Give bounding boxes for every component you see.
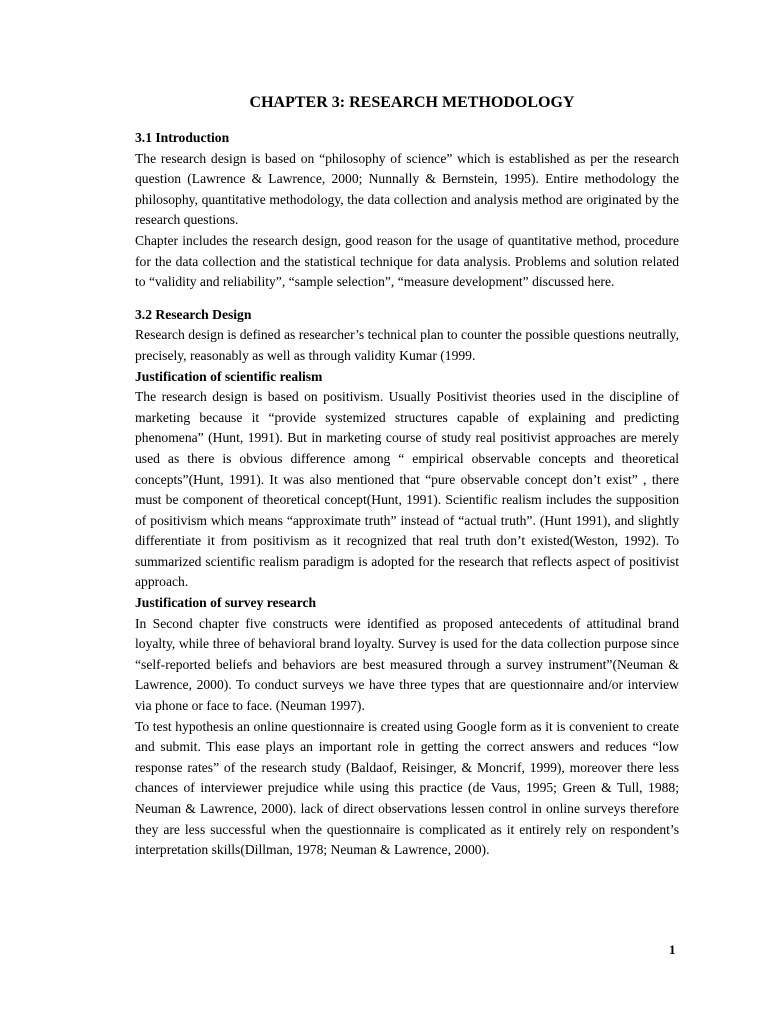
page-number: 1 — [669, 942, 676, 957]
paragraph: The research design is based on positivism. Usually Positivist theories used in the discipline of marketing because it “provide systemized structures capable of explaining and predicting phenomena” (Hunt, 1991). But in marketing course of study real positivist approaches are merely used as there is obvious difference among “ empirical observable concepts and theoretical concepts”(Hunt, 1991). It was also mentioned that “pure observable concept don’t exist” , there must be component of theoretical concept(Hunt, 1991). Scientific realism includes the supposition of positivism which means “approximate truth” instead of “actual truth”. (Hunt 1991), and slightly differentiate it from positivism as it recognized that real truth don’t existed(Weston, 1992). To summarized scientific realism paradigm is adopted for the research that reflects aspect of positivist approach. — [135, 389, 679, 590]
subsection-heading: Justification of survey research — [135, 595, 317, 611]
section-survey-research — [135, 593, 679, 861]
paragraph: To test hypothesis an online questionnaire is created using Google form as it is convenient to create and submit. This ease plays an important role in getting the correct answers and reduces “low response rates” of the research study (Baldaof, Reisinger, & Moncrif, 1999), moreover there less chances of interviewer prejudice while using this practice (de Vaus, 1995; Green & Tull, 1988; Neuman & Lawrence, 2000). lack of direct observations lessen control in online surveys therefore they are less successful when the questionnaire is complicated as it entirely rely on respondent’s interpretation skills(Dillman, 1978; Neuman & Lawrence, 2000). — [135, 718, 679, 858]
chapter-title: CHAPTER 3: RESEARCH METHODOLOGY — [249, 94, 575, 111]
section-research-design — [135, 305, 679, 367]
section-scientific-realism — [135, 367, 679, 594]
section-introduction — [135, 128, 679, 293]
paragraph: The research design is based on “philosophy of science” which is established as per the research question (Lawrence & Lawrence, 2000; Nunnally & Bernstein, 1995). Entire methodology the philosophy, quantitative methodology, the data collection and analysis method are originated by the research questions. — [135, 150, 679, 228]
paragraph: Research design is defined as researcher’s technical plan to counter the possible questions neutrally, precisely, reasonably as well as through validity Kumar (1999. — [135, 327, 679, 363]
section-spacer — [135, 293, 679, 305]
paragraph: Chapter includes the research design, good reason for the usage of quantitative method, procedure for the data collection and the statistical technique for data analysis. Problems and solution related to “validity and reliability”, “sample selection”, “measure development” discussed here. — [135, 232, 679, 290]
section-heading: 3.1 Introduction — [135, 130, 230, 145]
section-heading: 3.2 Research Design — [135, 306, 252, 322]
page-content — [135, 92, 679, 861]
subsection-heading: Justification of scientific realism — [135, 368, 323, 384]
paragraph: In Second chapter five constructs were identified as proposed antecedents of attitudinal brand loyalty, while three of behavioral brand loyalty. Survey is used for the data collection purpose since “self-reported beliefs and behaviors are best measured through a survey instrument”(Neuman & Lawrence, 2000). To conduct surveys we have three types that are questionnaire and/or interview via phone or face to face. (Neuman 1997). — [135, 615, 679, 714]
